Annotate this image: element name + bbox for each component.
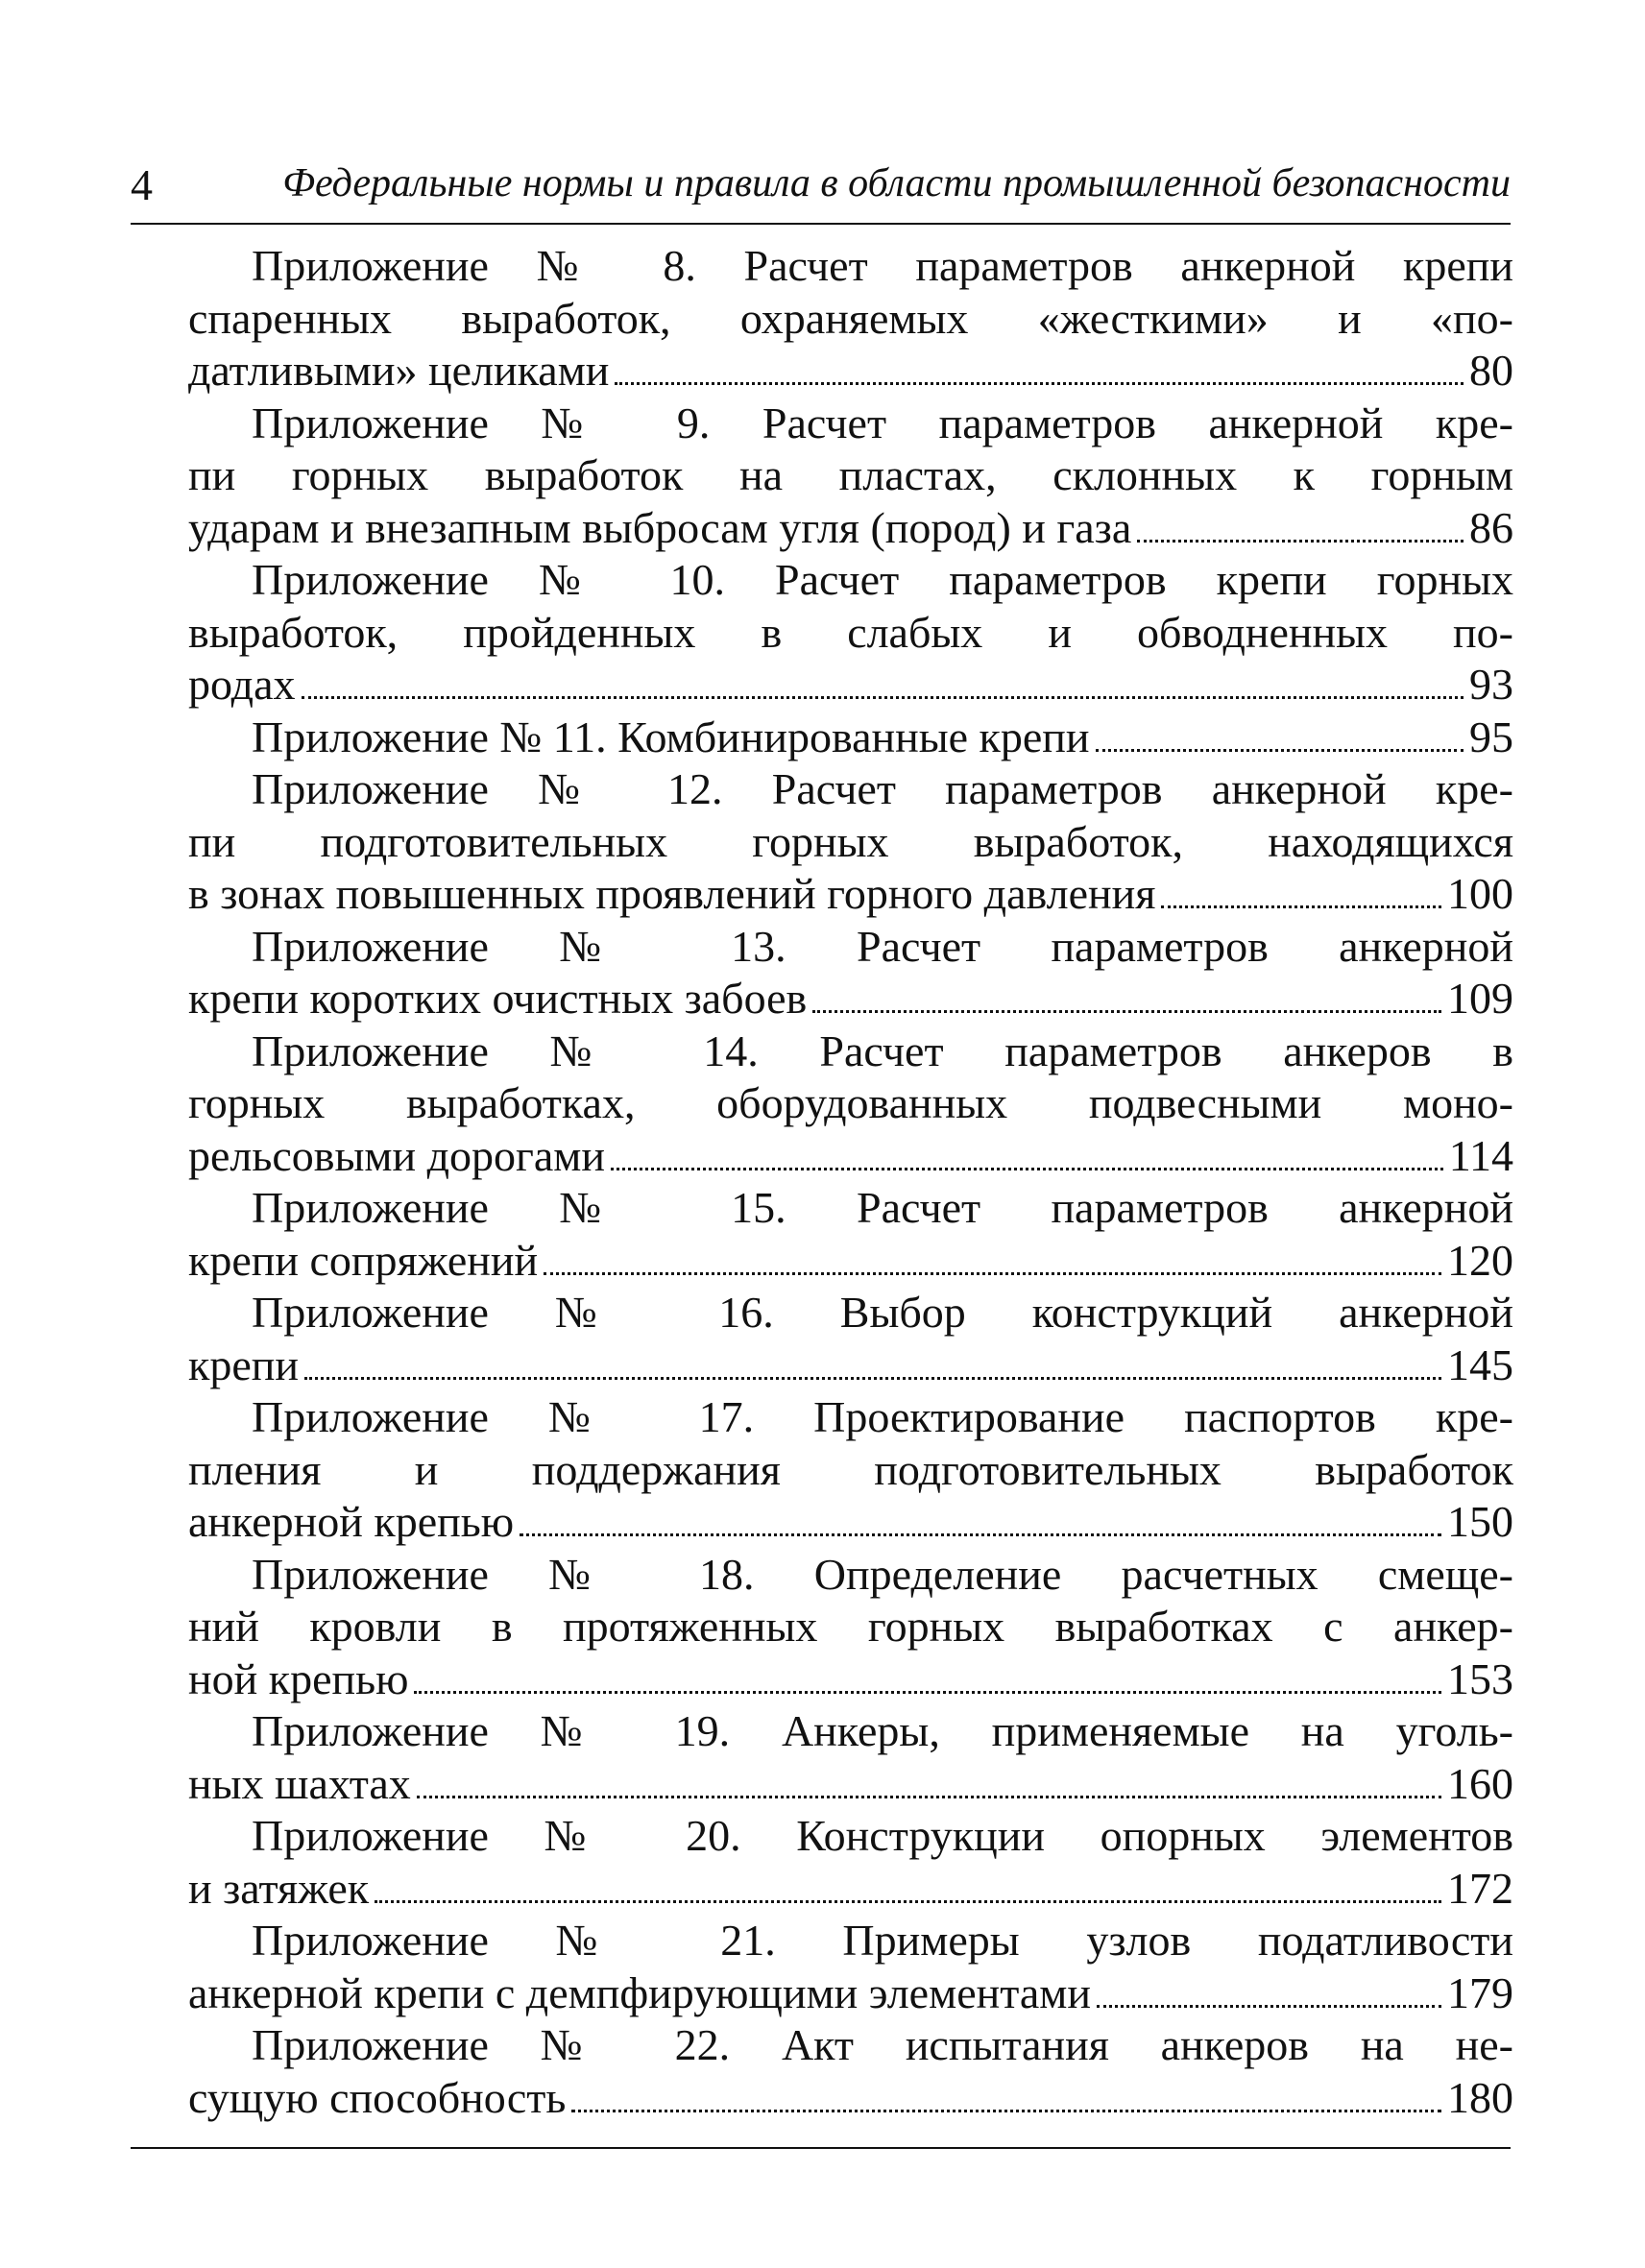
- toc-entry[interactable]: [188, 1915, 1513, 2019]
- toc-entry-line: Приложение № 17. Проектирование паспортов кре-: [252, 1392, 1513, 1441]
- dot-leader: [1096, 749, 1464, 752]
- toc-entry-title-end: ных шахтах: [188, 1758, 411, 1808]
- toc-entry-line: Приложение № 8. Расчет параметров анкерной крепи: [252, 241, 1513, 290]
- toc-page-number: 180: [1447, 2072, 1513, 2122]
- dot-leader: [302, 696, 1464, 699]
- toc-entry-line: Приложение № 15. Расчет параметров анкерной: [252, 1183, 1513, 1232]
- dot-leader: [304, 1377, 1441, 1380]
- toc-entry[interactable]: [188, 763, 1513, 921]
- toc-entry-line: Приложение № 14. Расчет параметров анкеров в: [252, 1025, 1513, 1075]
- toc-list: [188, 240, 1513, 2124]
- toc-entry-line: Приложение № 10. Расчет параметров крепи горных: [252, 555, 1513, 604]
- toc-entry-title-end: в зонах повышенных проявлений горного давления: [188, 869, 1156, 918]
- dot-leader: [375, 1900, 1441, 1903]
- toc-entry[interactable]: [188, 1810, 1513, 1915]
- toc-page-number: 145: [1447, 1339, 1513, 1389]
- toc-entry-line: пи горных выработок на пластах, склонных к горным: [188, 450, 1513, 499]
- toc-entry-title-end: крепи: [188, 1339, 299, 1389]
- toc-entry-line: Приложение № 22. Акт испытания анкеров на не-: [252, 2020, 1513, 2069]
- footer-rule: [131, 2147, 1511, 2149]
- toc-entry[interactable]: [188, 1025, 1513, 1183]
- toc-entry-title-end: анкерной крепью: [188, 1497, 515, 1546]
- toc-entry[interactable]: [188, 554, 1513, 712]
- toc-entry-title-end: крепи коротких очистных забоев: [188, 974, 808, 1023]
- toc-entry-title-end: анкерной крепи с демпфирующими элементами: [188, 1967, 1092, 2017]
- dot-leader: [414, 1691, 1441, 1694]
- toc-entry-title-end: ударам и внезапным выбросам угля (пород) и газа: [188, 502, 1132, 552]
- toc-page-number: 86: [1469, 502, 1513, 552]
- toc-entry-line: Приложение № 18. Определение расчетных смеще-: [252, 1549, 1513, 1599]
- dot-leader: [1161, 905, 1441, 908]
- toc-entry-title-end: и затяжек: [188, 1863, 370, 1913]
- toc-entry[interactable]: [188, 1705, 1513, 1810]
- toc-entry-line: Приложение № 13. Расчет параметров анкерной: [252, 921, 1513, 971]
- toc-page-number: 114: [1448, 1130, 1513, 1180]
- toc-entry-line: пления и поддержания подготовительных выработок: [188, 1444, 1513, 1494]
- toc-entry[interactable]: [188, 1549, 1513, 1706]
- toc-entry[interactable]: [188, 240, 1513, 398]
- header-rule: [131, 223, 1511, 225]
- toc-entry-line: горных выработках, оборудованных подвесными моно-: [188, 1078, 1513, 1127]
- toc-entry-line: Приложение № 21. Примеры узлов податливости: [252, 1916, 1513, 1965]
- toc-entry-line: ний кровли в протяженных горных выработках с анкер-: [188, 1602, 1513, 1651]
- running-title: Федеральные нормы и правила в области промышленной безопасности: [282, 161, 1511, 205]
- toc-entry[interactable]: [188, 2019, 1513, 2124]
- toc-entry-line: спаренных выработок, охраняемых «жесткими» и «по-: [188, 293, 1513, 343]
- dot-leader: [611, 1168, 1443, 1170]
- toc-page-number: 153: [1447, 1653, 1513, 1703]
- dot-leader: [1137, 540, 1464, 543]
- toc-entry-line: Приложение № 12. Расчет параметров анкерной кре-: [252, 764, 1513, 813]
- toc-entry[interactable]: [188, 1182, 1513, 1287]
- toc-page-number: 100: [1447, 869, 1513, 918]
- page-number: 4: [131, 160, 153, 209]
- toc-entry-title-end: крепи сопряжений: [188, 1235, 539, 1285]
- toc-page-number: 109: [1447, 974, 1513, 1023]
- dot-leader: [417, 1796, 1441, 1798]
- toc-entry-line: Приложение № 20. Конструкции опорных элементов: [252, 1811, 1513, 1860]
- toc-entry[interactable]: [188, 1287, 1513, 1391]
- dot-leader: [571, 2110, 1441, 2112]
- toc-page-number: 120: [1447, 1235, 1513, 1285]
- toc-page-number: 172: [1447, 1863, 1513, 1913]
- toc-entry-line: Приложение № 16. Выбор конструкций анкерной: [252, 1288, 1513, 1337]
- toc-entry[interactable]: [188, 921, 1513, 1025]
- dot-leader: [812, 1010, 1441, 1013]
- toc-entry[interactable]: [188, 712, 1513, 764]
- toc-entry-title-end: датливыми» целиками: [188, 346, 610, 395]
- toc-entry-line: пи подготовительных горных выработок, находящихся: [188, 816, 1513, 866]
- toc-page-number: 80: [1469, 346, 1513, 395]
- toc-page-number: 150: [1447, 1497, 1513, 1546]
- toc-entry-title-end: рельсовыми дорогами: [188, 1130, 606, 1180]
- toc-page-number: 179: [1447, 1967, 1513, 2017]
- toc-entry-line: выработок, пройденных в слабых и обводненных по-: [188, 607, 1513, 657]
- toc-entry-title-end: родах: [188, 660, 296, 709]
- toc-entry-line: Приложение № 9. Расчет параметров анкерной кре-: [252, 398, 1513, 447]
- toc-page-number: 93: [1469, 660, 1513, 709]
- toc-entry-title-end: Приложение № 11. Комбинированные крепи: [252, 712, 1090, 761]
- toc-entry-title-end: ной крепью: [188, 1653, 409, 1703]
- dot-leader: [520, 1533, 1441, 1536]
- dot-leader: [544, 1272, 1441, 1275]
- toc-entry[interactable]: [188, 1391, 1513, 1549]
- toc-entry-line: Приложение № 19. Анкеры, применяемые на уголь-: [252, 1706, 1513, 1755]
- dot-leader: [1097, 2005, 1441, 2008]
- dot-leader: [615, 382, 1464, 385]
- toc-page-number: 95: [1469, 712, 1513, 761]
- toc-entry[interactable]: [188, 398, 1513, 555]
- toc-page-number: 160: [1447, 1758, 1513, 1808]
- toc-entry-title-end: сущую способность: [188, 2072, 567, 2122]
